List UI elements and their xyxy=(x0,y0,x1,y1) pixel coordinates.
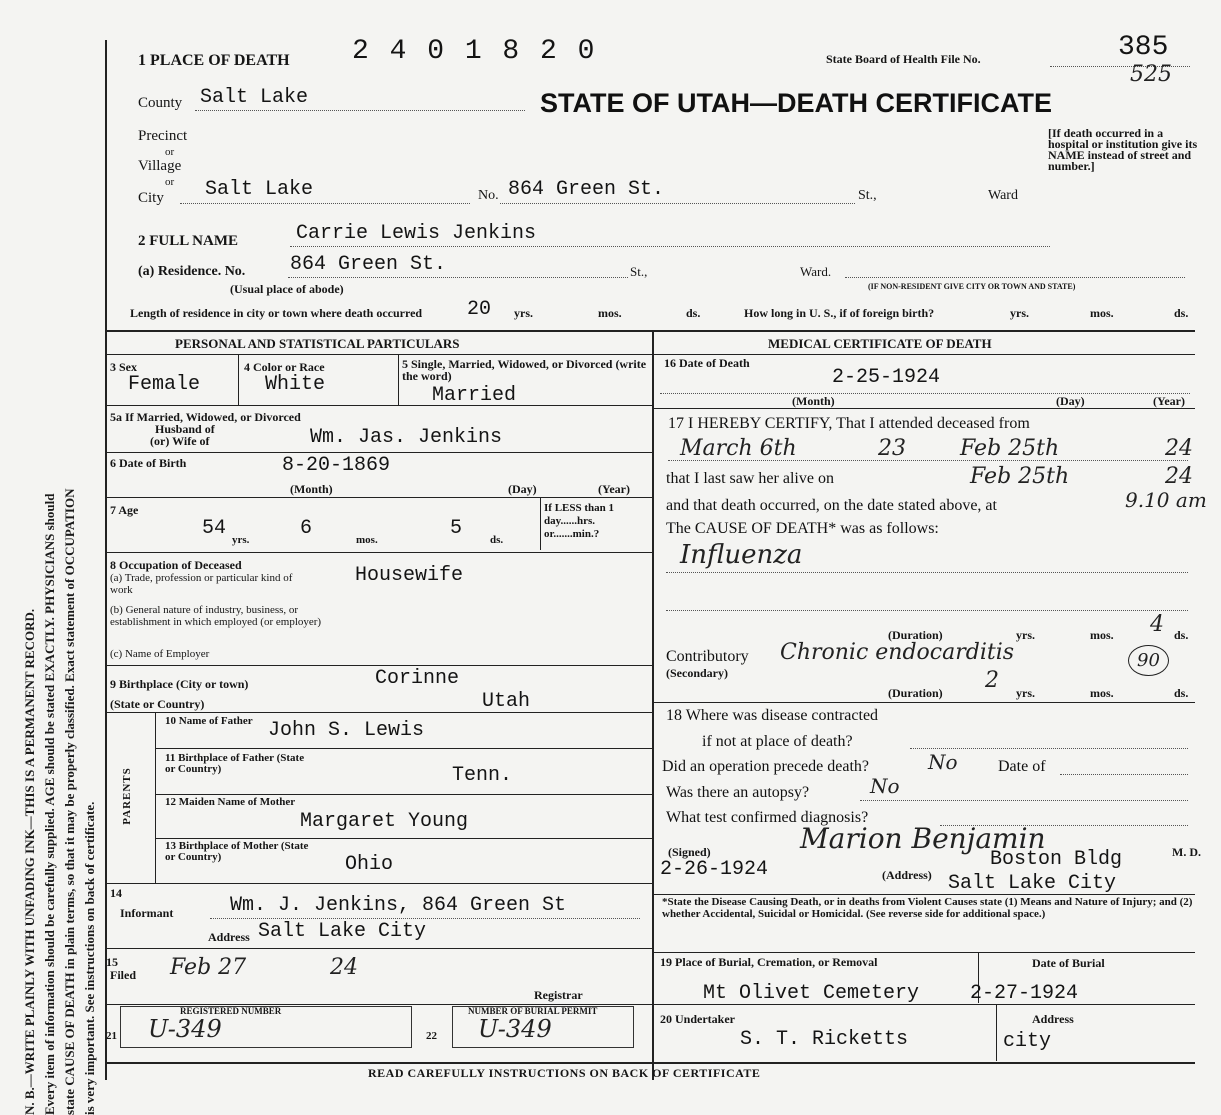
street-value: 864 Green St. xyxy=(508,178,665,201)
side-note-4: is very important. See instructions on back of certificate. xyxy=(82,801,97,1115)
cause-code: 90 xyxy=(1128,645,1169,676)
city-label: City xyxy=(138,190,164,206)
contracted-label-2: if not at place of death? xyxy=(702,733,853,750)
file-no-label: State Board of Health File No. xyxy=(826,52,981,66)
last-saw-year: 24 xyxy=(1165,464,1193,489)
mother-birthplace: Ohio xyxy=(345,853,394,876)
contributory-duration-years: 2 xyxy=(985,668,999,693)
attended-from-year: 23 xyxy=(878,436,906,461)
death-occurred-text: and that death occurred, on the date stated above, at xyxy=(666,497,997,514)
cause-duration-months: 4 xyxy=(1150,612,1164,637)
length-of-residence-value: 20 xyxy=(467,298,492,321)
divider-bottom xyxy=(105,1062,1195,1064)
date-of-death: 2-25-1924 xyxy=(832,366,941,389)
less-than-day-label: If LESS than 1 day......hrs. or.......min.? xyxy=(544,502,615,540)
county-value: Salt Lake xyxy=(200,86,309,109)
dob-value: 8-20-1869 xyxy=(282,454,391,477)
undertaker-name: S. T. Ricketts xyxy=(740,1028,909,1051)
precinct-label: Precinct xyxy=(138,128,188,144)
cause-label: The CAUSE OF DEATH* was as follows: xyxy=(666,520,939,537)
physician-address-2: Salt Lake City xyxy=(948,872,1117,895)
father-name: John S. Lewis xyxy=(268,719,425,742)
foreign-birth-label: How long in U. S., if of foreign birth? xyxy=(744,306,935,320)
spouse-value: Wm. Jas. Jenkins xyxy=(310,426,503,449)
file-no-value: 385 xyxy=(1118,32,1169,63)
physician-address-1: Boston Bldg xyxy=(990,848,1123,871)
age-days: 5 xyxy=(450,517,463,540)
attended-to: Feb 25th xyxy=(960,436,1060,461)
city-value: Salt Lake xyxy=(205,178,314,201)
side-note-2: Every item of information should be carefully supplied. AGE should be stated EXACTLY. PHYSICIANS should xyxy=(42,493,57,1115)
contributory-label: Contributory xyxy=(666,648,749,665)
autopsy-value: No xyxy=(870,774,900,798)
physician-signature: Marion Benjamin xyxy=(800,822,1046,855)
operation-value: No xyxy=(928,750,958,774)
divider-middle xyxy=(652,332,654,1080)
burial-date: 2-27-1924 xyxy=(970,982,1079,1005)
informant-address: Salt Lake City xyxy=(258,920,427,943)
test-label: What test confirmed diagnosis? xyxy=(666,809,869,826)
attended-from: March 6th xyxy=(680,436,797,461)
birthplace-state: Utah xyxy=(482,690,531,713)
filed-date: Feb 27 xyxy=(170,955,247,980)
personal-section-title: PERSONAL AND STATISTICAL PARTICULARS xyxy=(175,336,460,351)
signed-date: 2-26-1924 xyxy=(660,858,769,881)
stamp-number: 2 4 0 1 8 2 0 xyxy=(352,36,597,67)
marital-value: Married xyxy=(432,384,517,407)
date-of-label: Date of xyxy=(998,758,1046,775)
burial-place: Mt Olivet Cemetery xyxy=(703,982,920,1005)
mother-name: Margaret Young xyxy=(300,810,469,833)
divider-top xyxy=(105,330,1195,332)
last-saw-text: that I last saw her alive on xyxy=(666,470,834,487)
parents-label: PARENTS xyxy=(120,767,133,825)
informant-value: Wm. J. Jenkins, 864 Green St xyxy=(230,894,567,917)
full-name-label: 2 FULL NAME xyxy=(138,233,239,249)
full-name-value: Carrie Lewis Jenkins xyxy=(296,222,537,245)
registered-number: U-349 xyxy=(148,1015,222,1043)
side-note-3: state CAUSE OF DEATH in plain terms, so that it may be properly classified. Exact statement of OCCUPATION xyxy=(62,488,77,1115)
village-label: Village xyxy=(138,158,182,174)
place-of-death-label: 1 PLACE OF DEATH xyxy=(138,52,290,69)
operation-label: Did an operation precede death? xyxy=(662,758,870,775)
race-value: White xyxy=(265,373,326,396)
age-years: 54 xyxy=(202,517,227,540)
medical-section-title: MEDICAL CERTIFICATE OF DEATH xyxy=(768,336,992,351)
birthplace-city: Corinne xyxy=(375,667,460,690)
time-of-death: 9.10 am xyxy=(1125,488,1207,512)
undertaker-address: city xyxy=(1003,1030,1052,1053)
hospital-note: [If death occurred in a hospital or institution give its NAME instead of street and number.] xyxy=(1048,126,1198,173)
county-label: County xyxy=(138,95,183,111)
length-of-residence-label: Length of residence in city or town where death occurred xyxy=(130,306,423,320)
residence-value: 864 Green St. xyxy=(290,253,447,276)
residence-label: (a) Residence. No. xyxy=(138,264,246,279)
cause-of-death: Influenza xyxy=(680,540,803,570)
burial-permit-number: U-349 xyxy=(478,1015,552,1043)
side-instructions xyxy=(20,65,100,1115)
certify-text: 17 I HEREBY CERTIFY, That I attended deceased from xyxy=(668,415,1030,432)
frame-left xyxy=(105,40,107,1080)
filed-year: 24 xyxy=(330,955,358,980)
certificate-title: STATE OF UTAH—DEATH CERTIFICATE xyxy=(540,88,1052,118)
age-months: 6 xyxy=(300,517,313,540)
autopsy-label: Was there an autopsy? xyxy=(666,784,810,801)
last-saw-date: Feb 25th xyxy=(970,464,1070,489)
father-birthplace: Tenn. xyxy=(452,764,513,787)
side-note-1: N. B.—WRITE PLAINLY WITH UNFADING INK—THIS IS A PERMANENT RECORD. xyxy=(22,608,37,1115)
occupation-value: Housewife xyxy=(355,564,464,587)
file-no-handwritten: 525 xyxy=(1130,62,1172,87)
attended-to-year: 24 xyxy=(1165,436,1193,461)
cause-footnote: *State the Disease Causing Death, or in deaths from Violent Causes state (1) Means and Nature of Injury; and (2) whether Accidental, Suicidal or Homicidal. (See reverse side for additional space.) xyxy=(662,896,1193,920)
footer-instructions: READ CAREFULLY INSTRUCTIONS ON BACK OF CERTIFICATE xyxy=(368,1066,761,1080)
sex-value: Female xyxy=(128,373,201,396)
contracted-label: 18 Where was disease contracted xyxy=(666,707,879,724)
contributory-cause: Chronic endocarditis xyxy=(780,640,1015,665)
